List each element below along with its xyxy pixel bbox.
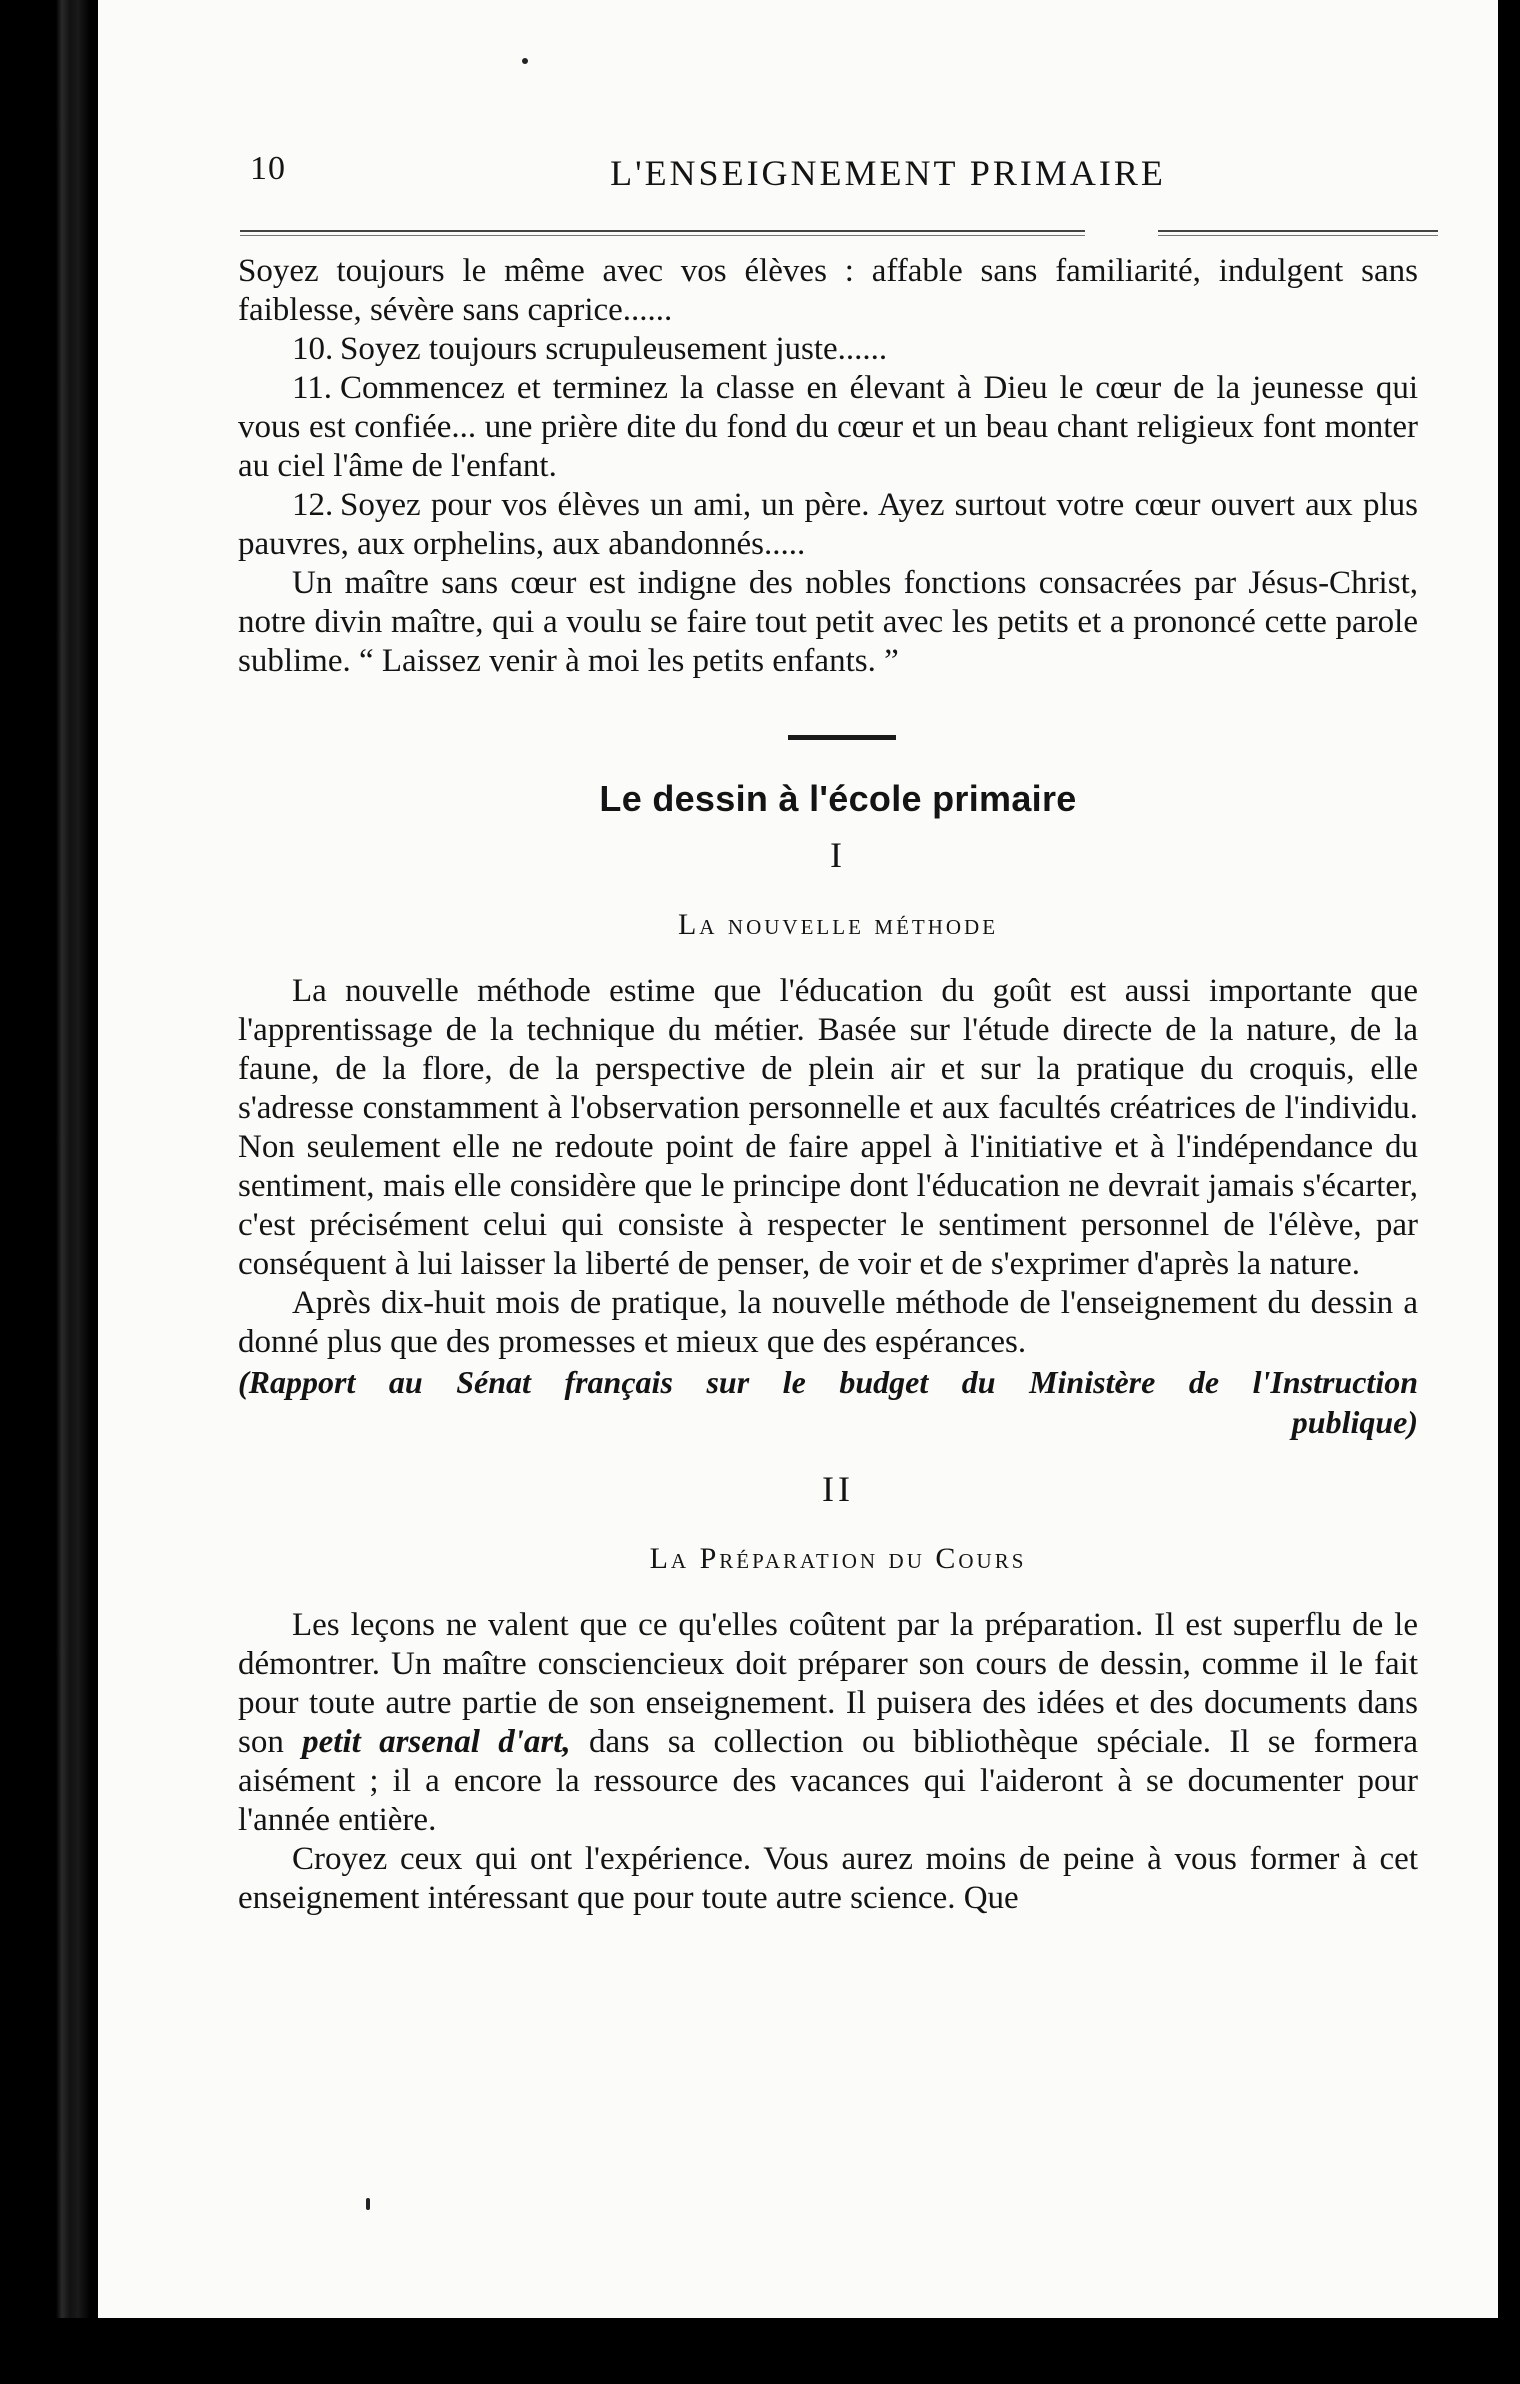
- page-content: [238, 140, 1418, 1918]
- maxims-block: [238, 252, 1418, 681]
- italic-phrase: petit arsenal d'art,: [302, 1724, 571, 1760]
- paragraph-text: Soyez pour vos élèves un ami, un père. Ayez surtout votre cœur ouvert aux plus pauvres, aux orphelins, aux abandonnés.....: [238, 487, 1418, 562]
- running-title: L'ENSEIGNEMENT PRIMAIRE: [610, 153, 1166, 193]
- section-2-body: [238, 1606, 1418, 1918]
- section-1-body: [238, 972, 1418, 1362]
- section-heading: La nouvelle méthode: [677, 908, 999, 941]
- scan-binding-edge: [0, 0, 98, 2384]
- scan-right-edge: [1498, 0, 1520, 2384]
- numbered-paragraph: [238, 330, 1418, 369]
- numbered-paragraph: [238, 486, 1418, 564]
- paragraph-text: Un maître sans cœur est indigne des nobles fonctions consacrées par Jésus-Christ, notre divin maître, qui a voulu se faire tout petit avec les petits et a prononcé cette parole sublime. “ Laissez venir à moi les petits enfants. ”: [238, 565, 1418, 679]
- citation: (Rapport au Sénat français sur le budget du Ministère de l'Instruction: [238, 1364, 1418, 1400]
- book-page: [98, 0, 1498, 2318]
- section-heading: La Préparation du Cours: [649, 1542, 1027, 1575]
- section-number: II: [822, 1469, 854, 1509]
- paragraph: [238, 252, 1418, 330]
- paragraph-text: dans sa collection ou bibliothèque spéciale. Il se formera aisément ; il a encore la ressource des vacances qui l'aideront à se documenter pour l'année entière.: [238, 1724, 1418, 1838]
- header-rule-right: [1158, 230, 1438, 236]
- paragraph-number: 12.: [292, 487, 334, 523]
- paragraph-text: Commencez et terminez la classe en élevant à Dieu le cœur de la jeunesse qui vous est confiée... une prière dite du fond du cœur et un beau chant religieux font monter au ciel l'âme de l'enfant.: [238, 370, 1418, 484]
- ink-speck: [522, 58, 528, 64]
- paragraph: Croyez ceux qui ont l'expérience. Vous aurez moins de peine à vous former à cet enseignement intéressant que pour toute autre science. Que: [238, 1841, 1418, 1916]
- paragraph-number: 11.: [292, 370, 333, 406]
- paragraph-text: Les leçons ne valent que ce qu'elles coûtent par la préparation. Il est superflu de le démontrer. Un maître consciencieux doit préparer son cours de dessin, comme il le fait pour toute autre partie de son enseignement. Il puisera des idées et des documents dans son: [238, 1607, 1418, 1760]
- paragraph: [238, 1606, 1418, 1840]
- citation-end: publique): [1291, 1404, 1418, 1440]
- paragraph: [238, 564, 1418, 681]
- paragraph-text: Soyez toujours le même avec vos élèves : affable sans familiarité, indulgent sans faiblesse, sévère sans caprice......: [238, 253, 1418, 328]
- paragraph: Après dix-huit mois de pratique, la nouvelle méthode de l'enseignement du dessin a donné plus que des promesses et mieux que des espérances.: [238, 1285, 1418, 1360]
- section-divider: [788, 735, 896, 740]
- running-head: [238, 140, 1418, 200]
- page-number: 10: [250, 150, 286, 187]
- header-rule: [238, 222, 1418, 252]
- scan-bottom-edge: [0, 2318, 1520, 2384]
- paragraph-text: Soyez toujours scrupuleusement juste......: [340, 331, 888, 367]
- section-number: I: [830, 835, 846, 875]
- ink-speck: [366, 2198, 370, 2210]
- paragraph: La nouvelle méthode estime que l'éducation du goût est aussi importante que l'apprentissage de la technique du métier. Basée sur l'étude directe de la nature, de la faune, de la flore, de la perspective de plein air et sur la pratique du croquis, elle s'adresse constamment à l'observation personnelle et aux facultés créatrices de l'individu. Non seulement elle ne redoute point de faire appel à l'initiative et à l'indépendance du sentiment, mais elle considère que le principe dont l'éducation ne devrait jamais s'écarter, c'est précisément celui qui consiste à respecter le sentiment personnel de l'élève, par conséquent à lui laisser la liberté de penser, de voir et de s'exprimer d'après la nature.: [238, 973, 1418, 1282]
- header-rule-left: [240, 230, 1085, 236]
- article-title: Le dessin à l'école primaire: [599, 778, 1077, 819]
- paragraph-number: 10.: [292, 331, 334, 367]
- numbered-paragraph: [238, 369, 1418, 486]
